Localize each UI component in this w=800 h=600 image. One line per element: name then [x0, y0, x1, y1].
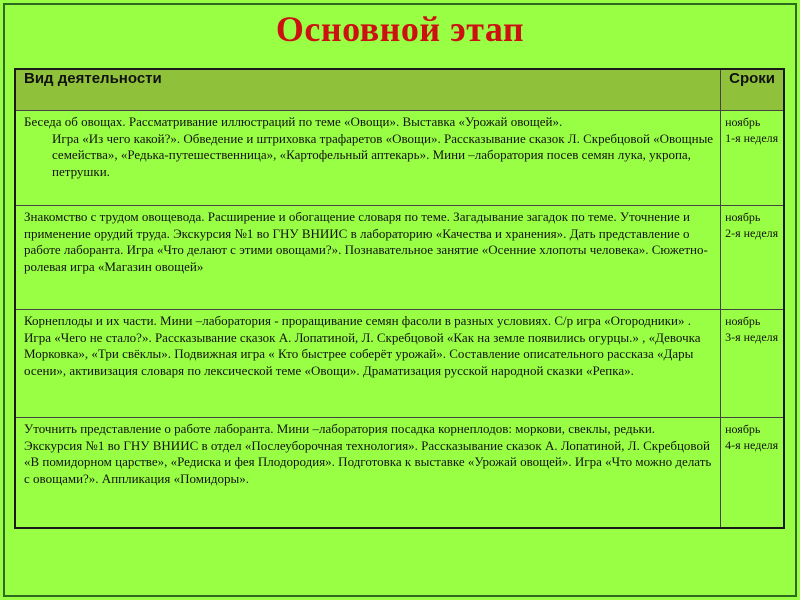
- term-cell: [721, 418, 784, 529]
- activity-text-line-1: Беседа об овощах. Рассматривание иллюстраций по теме «Овощи». Выставка «Урожай овощей».: [24, 114, 563, 129]
- activity-cell: Уточнить представление о работе лаборанта. Мини –лаборатория посадка корнеплодов: моркови, свеклы, редьки. Экскурсия №1 во ГНУ ВНИИС в отдел «Послеуборочная технология». Рассказывание сказок А. Лопатиной, Л. Скребцовой «В помидорном царстве», «Редиска и фея Плодородия». Подготовка к выставке «Урожай овощей». Игра «Что можно делать с овощами?». Аппликация «Помидоры».: [15, 418, 721, 529]
- term-cell: [721, 206, 784, 310]
- header-activity: Вид деятельности: [15, 69, 721, 111]
- term-week: 1-я неделя: [725, 131, 779, 145]
- term-month: ноябрь: [725, 210, 761, 224]
- table-row: [15, 206, 784, 310]
- activity-text-line-2: Игра «Из чего какой?». Обведение и штриховка трафаретов «Овощи». Рассказывание сказок Л. Скребцовой «Овощные семейства», «Редька-путешественница», «Картофельный аптекарь». Мини –лаборатория посев семян лука, укропа, петрушки.: [52, 130, 714, 179]
- term-week: 4-я неделя: [725, 438, 779, 452]
- schedule-table: [14, 68, 785, 529]
- table-row: [15, 310, 784, 418]
- term-month: ноябрь: [725, 422, 761, 436]
- term-month: ноябрь: [725, 314, 761, 328]
- activity-cell: [15, 111, 721, 206]
- activity-cell: Корнеплоды и их части. Мини –лаборатория - проращивание семян фасоли в разных условиях. С/р игра «Огородники» . Игра «Чего не стало?». Рассказывание сказок А. Лопатиной, Л. Скребцовой «Как на земле появились огурцы.» , «Девочка Морковка», «Три свёклы». Подвижная игра « Кто быстрее соберёт урожай». Составление описательного рассказа «Дары осени», активизация словаря по лексической теме «Овощи». Драматизация русской народной сказки «Репка».: [15, 310, 721, 418]
- table-row: [15, 111, 784, 206]
- table-row: [15, 418, 784, 529]
- term-month: ноябрь: [725, 115, 761, 129]
- term-week: 2-я неделя: [725, 226, 779, 240]
- term-cell: [721, 310, 784, 418]
- activity-cell: Знакомство с трудом овощевода. Расширение и обогащение словаря по теме. Загадывание загадок по теме. Уточнение и применение орудий труда. Экскурсия №1 во ГНУ ВНИИС в лабораторию «Качества и хранения». Дать представление о работе лаборанта. Игра «Что делают с этими овощами?». Познавательное занятие «Осенние хлопоты человека». Сюжетно-ролевая игра «Магазин овощей»: [15, 206, 721, 310]
- header-term: Сроки: [721, 69, 784, 111]
- table-header-row: [15, 69, 784, 111]
- term-cell: [721, 111, 784, 206]
- term-week: 3-я неделя: [725, 330, 779, 344]
- page-title: Основной этап: [275, 9, 525, 49]
